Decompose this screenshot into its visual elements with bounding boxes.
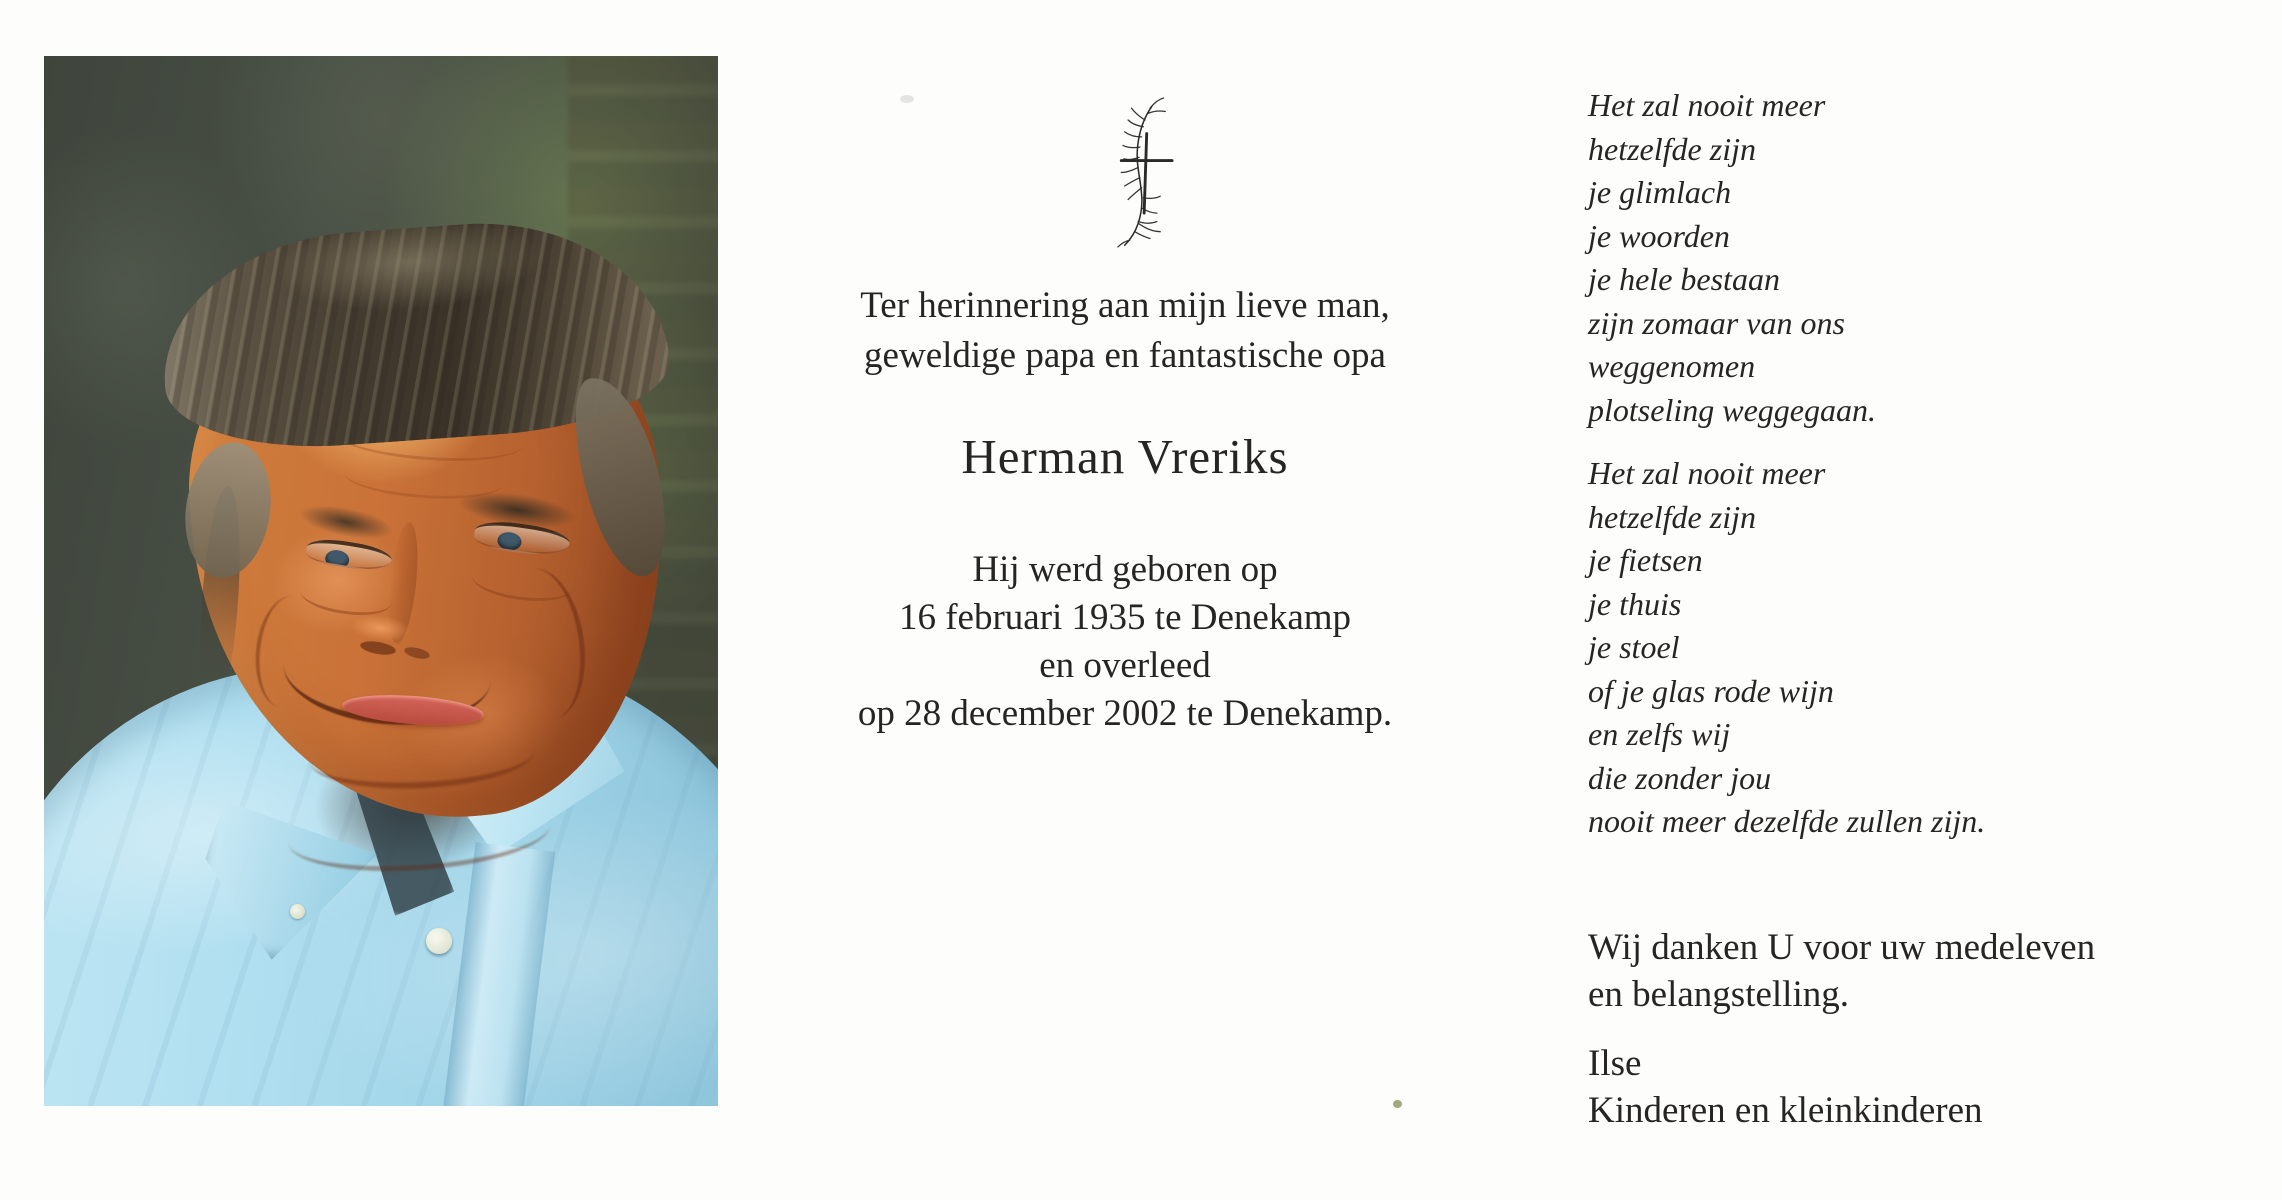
poem-column — [1588, 0, 2238, 1200]
shirt-button — [426, 928, 452, 954]
poem-line: nooit meer dezelfde zullen zijn. — [1588, 803, 1986, 839]
memorial-text-column — [795, 0, 1455, 1200]
poem-line: die zonder jou — [1588, 759, 1772, 796]
life-line: op 28 december 2002 te Denekamp. — [857, 693, 1393, 734]
poem-line: Het zal nooit meer — [1588, 87, 1826, 123]
iris-right — [496, 531, 522, 552]
poem-line: je woorden — [1588, 217, 1730, 254]
poem-line: je glimlach — [1588, 174, 1732, 210]
memorial-intro — [795, 281, 1455, 381]
deceased-name: Herman Vreriks — [961, 429, 1289, 484]
life-line: 16 februari 1935 te Denekamp — [898, 597, 1352, 638]
cross-wrap — [795, 94, 1455, 264]
poem-line: plotseling weggegaan. — [1588, 391, 1876, 428]
scan-speck — [1393, 1100, 1402, 1108]
cross-with-branch-icon — [1101, 94, 1211, 256]
poem-line: je stoel — [1588, 629, 1680, 665]
poem-line: en zelfs wij — [1588, 716, 1731, 752]
poem-line: Het zal nooit meer — [1588, 455, 1826, 491]
life-line: en overleed — [1039, 645, 1211, 686]
signature — [1588, 1040, 2238, 1134]
poem-line: je fietsen — [1588, 542, 1703, 578]
thanks-line: en belangstelling. — [1588, 974, 1849, 1015]
signature-line: Kinderen en kleinkinderen — [1588, 1090, 1983, 1131]
thanks-line: Wij danken U voor uw medeleven — [1588, 927, 2096, 968]
poem-line: zijn zomaar van ons — [1588, 304, 1845, 341]
intro-line: Ter herinnering aan mijn lieve man, — [860, 285, 1390, 326]
collar-button — [290, 904, 305, 919]
poem-line: je hele bestaan — [1588, 261, 1780, 297]
life-line: Hij werd geboren op — [972, 549, 1278, 590]
signature-line: Ilse — [1588, 1043, 1642, 1084]
intro-line: geweldige papa en fantastische opa — [864, 335, 1386, 376]
poem-line: je thuis — [1588, 585, 1682, 622]
life-dates — [795, 546, 1455, 738]
poem-stanza-2 — [1588, 452, 2238, 844]
poem-line: hetzelfde zijn — [1588, 498, 1756, 535]
poem-line: hetzelfde zijn — [1588, 130, 1756, 167]
portrait-photo — [44, 56, 718, 1106]
thanks-text — [1588, 924, 2238, 1018]
poem-stanza-1 — [1588, 84, 2238, 432]
poem-line: weggenomen — [1588, 348, 1756, 384]
poem-line: of je glas rode wijn — [1588, 672, 1834, 709]
scan-speck — [900, 95, 914, 103]
